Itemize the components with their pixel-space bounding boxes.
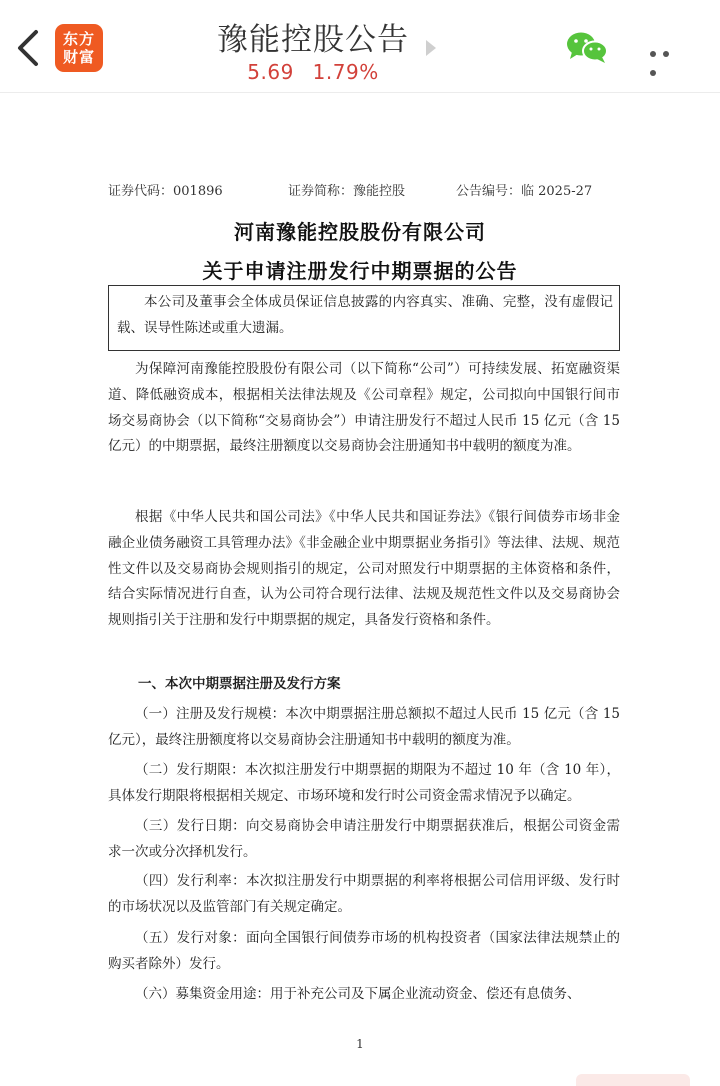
logo-text-line2: 财富 <box>62 48 95 66</box>
paragraph-purpose: 为保障河南豫能控股股份有限公司（以下简称“公司”）可持续发展、拓宽融资渠道、降低融资成本，根据相关法律法规及《公司章程》规定，公司拟向中国银行间市场交易商协会（以下简称“交易商协会”）申请注册发行不超过人民币 15 亿元（含 15 亿元）的中期票据，最终注册额度以交易商协会注册通知书中载明的额度为准。 <box>108 361 620 455</box>
list-item: （四）发行利率：本次拟注册发行中期票据的利率将根据公司信用评级、发行时的市场状况以及监管部门有关规定确定。 <box>108 873 620 915</box>
announcement-title: 关于申请注册发行中期票据的公告 <box>202 259 518 283</box>
page-number: 1 <box>356 1037 364 1051</box>
more-icon[interactable] <box>650 42 688 52</box>
stock-quote <box>0 60 626 84</box>
list-item: （六）募集资金用途：用于补充公司及下属企业流动资金、偿还有息债务、 <box>135 986 581 1002</box>
list-item: （三）发行日期：向交易商协会申请注册发行中期票据获准后，根据公司资金需求一次或分次择机发行。 <box>108 818 620 860</box>
floating-tab[interactable] <box>576 1074 690 1086</box>
security-code: 证券代码：001896 <box>108 184 223 199</box>
stock-change: 1.79% <box>312 60 379 84</box>
list-item: （五）发行对象：面向全国银行间债券市场的机构投资者（国家法律法规禁止的购买者除外）发行。 <box>108 930 620 972</box>
wechat-icon[interactable] <box>565 30 609 64</box>
company-name: 河南豫能控股股份有限公司 <box>234 220 486 244</box>
page-title: 豫能控股公告 <box>217 22 409 58</box>
top-bar <box>0 0 720 93</box>
meta-row <box>0 180 720 200</box>
announcement-number: 公告编号：临 2025-27 <box>456 184 593 199</box>
disclosure-statement-box <box>108 285 620 351</box>
stock-price: 5.69 <box>247 60 294 84</box>
title-caret-icon[interactable] <box>426 40 436 56</box>
list-item: （一）注册及发行规模：本次中期票据注册总额拟不超过人民币 15 亿元（含 15 亿元），最终注册额度将以交易商协会注册通知书中载明的额度为准。 <box>108 706 620 748</box>
security-abbr: 证券简称：豫能控股 <box>288 184 406 199</box>
logo-text-line1: 东方 <box>62 30 95 48</box>
paragraph-legal-basis: 根据《中华人民共和国公司法》《中华人民共和国证券法》《银行间债券市场非金融企业债务融资工具管理办法》《非金融企业中期票据业务指引》等法律、法规、规范性文件以及交易商协会规则指引的规定，公司对照发行中期票据的主体资格和条件，结合实际情况进行自查，认为公司符合现行法律、法规及规范性文件以及交易商协会规则指引关于注册和发行中期票据的规定，具备发行资格和条件。 <box>108 509 620 629</box>
section-heading: 一、本次中期票据注册及发行方案 <box>138 676 341 692</box>
list-item: （二）发行期限：本次拟注册发行中期票据的期限为不超过 10 年（含 10 年），具体发行期限将根据相关规定、市场环境和发行时公司资金需求情况予以确定。 <box>108 762 620 804</box>
announcement-document <box>0 92 720 1079</box>
disclosure-statement: 本公司及董事会全体成员保证信息披露的内容真实、准确、完整，没有虚假记载、误导性陈述或重大遗漏。 <box>117 294 613 336</box>
